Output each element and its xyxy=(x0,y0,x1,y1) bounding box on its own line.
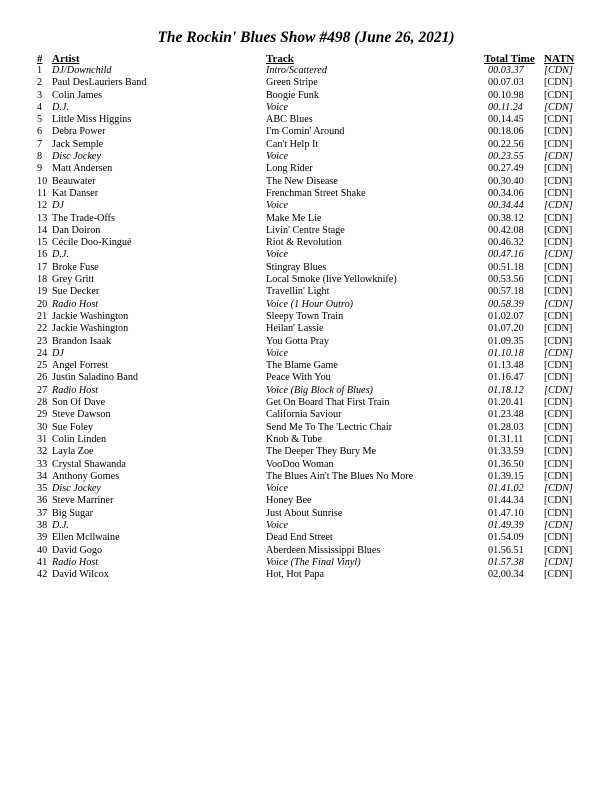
row-track: Make Me Lie xyxy=(266,212,322,224)
row-number: 34 xyxy=(37,470,48,482)
row-artist: Cécile Doo-Kingué xyxy=(52,237,132,249)
row-track: Voice xyxy=(266,200,289,212)
row-total-time: 00.34.06 xyxy=(488,187,524,199)
row-number: 26 xyxy=(37,372,48,384)
table-row xyxy=(0,299,612,311)
row-track: Get On Board That First Train xyxy=(266,397,390,409)
page-title: The Rockin' Blues Show #498 (June 26, 2021) xyxy=(157,29,455,46)
row-nationality: [CDN] xyxy=(544,200,573,212)
row-track: I'm Comin' Around xyxy=(266,126,345,138)
row-total-time: 01.28.03 xyxy=(488,421,524,433)
row-track: Intro/Scattered xyxy=(266,65,327,76)
row-number: 29 xyxy=(37,409,48,421)
row-number: 27 xyxy=(37,384,48,396)
row-nationality: [CDN] xyxy=(544,446,573,458)
table-row xyxy=(0,139,612,151)
row-track: Dead End Street xyxy=(266,532,333,544)
row-number: 21 xyxy=(37,310,48,322)
table-row xyxy=(0,471,612,483)
row-track: California Saviour xyxy=(266,409,342,421)
table-row xyxy=(0,483,612,495)
table-row xyxy=(0,114,612,126)
row-nationality: [CDN] xyxy=(544,138,573,150)
row-total-time: 01.31.11 xyxy=(488,433,524,445)
row-track: Frenchman Street Shake xyxy=(266,187,366,199)
row-nationality: [CDN] xyxy=(544,409,573,421)
row-track: The Deeper They Bury Me xyxy=(266,446,377,458)
row-nationality: [CDN] xyxy=(544,372,573,384)
row-number: 17 xyxy=(37,261,48,273)
table-row xyxy=(0,520,612,532)
row-artist: DJ/Downchild xyxy=(52,65,112,76)
row-nationality: [CDN] xyxy=(544,507,573,519)
row-track: Send Me To The 'Lectric Chair xyxy=(266,421,393,433)
table-row xyxy=(0,151,612,163)
row-artist: DJ xyxy=(52,200,64,212)
row-nationality: [CDN] xyxy=(544,77,573,89)
table-row xyxy=(0,274,612,286)
table-row xyxy=(0,237,612,249)
row-nationality: [CDN] xyxy=(544,532,573,544)
row-nationality: [CDN] xyxy=(544,310,573,322)
row-total-time: 00.22.56 xyxy=(488,138,524,150)
row-number: 5 xyxy=(37,114,43,126)
row-number: 40 xyxy=(37,544,48,556)
row-number: 32 xyxy=(37,446,48,458)
row-total-time: 00.18.06 xyxy=(488,126,524,138)
row-total-time: 01.57.38 xyxy=(488,556,524,568)
row-number: 14 xyxy=(37,224,48,236)
table-row xyxy=(0,200,612,212)
header-artist: Artist xyxy=(52,53,80,65)
row-artist: Justin Saladino Band xyxy=(52,372,139,384)
table-row xyxy=(0,176,612,188)
table-row xyxy=(0,446,612,458)
row-artist: Little Miss Higgins xyxy=(52,114,132,126)
row-number: 19 xyxy=(37,286,48,298)
row-track: The New Disease xyxy=(266,175,338,187)
table-row xyxy=(0,262,612,274)
table-row xyxy=(0,163,612,175)
table-row xyxy=(0,188,612,200)
row-number: 41 xyxy=(37,556,48,568)
table-row xyxy=(0,102,612,114)
row-nationality: [CDN] xyxy=(544,163,573,175)
row-number: 2 xyxy=(37,77,43,89)
row-track: Voice xyxy=(266,347,289,359)
row-artist: Paul DesLauriers Band xyxy=(52,77,147,89)
row-total-time: 00.51.18 xyxy=(488,261,524,273)
row-track: Voice xyxy=(266,519,289,531)
row-nationality: [CDN] xyxy=(544,114,573,126)
table-row xyxy=(0,311,612,323)
row-number: 23 xyxy=(37,335,48,347)
table-row xyxy=(0,323,612,335)
row-track: Sleepy Town Train xyxy=(266,310,344,322)
row-total-time: 00.38.12 xyxy=(488,212,524,224)
row-track: Voice xyxy=(266,249,289,261)
table-row xyxy=(0,459,612,471)
row-nationality: [CDN] xyxy=(544,175,573,187)
row-track: Voice xyxy=(266,101,289,113)
row-total-time: 00.27.49 xyxy=(488,163,524,175)
row-nationality: [CDN] xyxy=(544,286,573,298)
row-number: 25 xyxy=(37,360,48,372)
row-total-time: 00.10.98 xyxy=(488,89,524,101)
row-artist: Grey Gritt xyxy=(52,274,95,286)
row-total-time: 01.41.02 xyxy=(488,483,524,495)
row-number: 9 xyxy=(37,163,43,175)
row-track: Boogie Funk xyxy=(266,89,319,101)
row-number: 8 xyxy=(37,151,43,163)
row-track: Local Smoke (live Yellowknife) xyxy=(266,274,397,286)
row-artist: Matt Andersen xyxy=(52,163,113,175)
row-track: VooDoo Woman xyxy=(266,458,334,470)
row-artist: Colin James xyxy=(52,89,103,101)
row-artist: David Wilcox xyxy=(52,569,109,581)
row-number: 15 xyxy=(37,237,48,249)
row-nationality: [CDN] xyxy=(544,384,573,396)
row-total-time: 01.44.34 xyxy=(488,495,524,507)
row-nationality: [CDN] xyxy=(544,237,573,249)
row-number: 38 xyxy=(37,519,48,531)
row-track: Stingray Blues xyxy=(266,261,327,273)
row-number: 30 xyxy=(37,421,48,433)
row-total-time: 00.47.16 xyxy=(488,249,524,261)
row-artist: D.J. xyxy=(52,101,69,113)
row-number: 33 xyxy=(37,458,48,470)
row-nationality: [CDN] xyxy=(544,65,573,76)
row-track: The Blues Ain't The Blues No More xyxy=(266,470,414,482)
row-nationality: [CDN] xyxy=(544,298,573,310)
row-artist: Ellen Mcllwaine xyxy=(52,532,120,544)
row-artist: Anthony Gomes xyxy=(52,470,120,482)
row-artist: The Trade-Offs xyxy=(52,212,115,224)
row-artist: Disc Jockey xyxy=(52,151,101,163)
row-nationality: [CDN] xyxy=(544,323,573,335)
table-row xyxy=(0,360,612,372)
row-total-time: 00.30.40 xyxy=(488,175,524,187)
row-track: Voice (The Final Vinyl) xyxy=(266,556,361,568)
table-row xyxy=(0,348,612,360)
row-number: 31 xyxy=(37,433,48,445)
row-artist: Beauwater xyxy=(52,175,96,187)
table-row xyxy=(0,372,612,384)
row-number: 37 xyxy=(37,507,48,519)
header-total-time: Total Time xyxy=(484,53,535,65)
row-artist: Steve Dawson xyxy=(52,409,111,421)
table-row xyxy=(0,569,612,581)
row-track: ABC Blues xyxy=(266,114,313,126)
row-total-time: 01.16.47 xyxy=(488,372,524,384)
row-artist: Son Of Dave xyxy=(52,397,106,409)
row-artist: David Gogo xyxy=(52,544,103,556)
row-artist: Brandon Isaak xyxy=(52,335,112,347)
row-artist: Layla Zoe xyxy=(52,446,94,458)
row-track: Voice (Big Block of Blues) xyxy=(266,384,373,396)
row-total-time: 02.00.34 xyxy=(488,569,524,581)
table-row xyxy=(0,434,612,446)
row-total-time: 00.58.39 xyxy=(488,298,524,310)
row-artist: Steve Marriner xyxy=(52,495,114,507)
row-track: Peace With You xyxy=(266,372,331,384)
table-row xyxy=(0,545,612,557)
row-nationality: [CDN] xyxy=(544,89,573,101)
row-total-time: 01.23.48 xyxy=(488,409,524,421)
row-nationality: [CDN] xyxy=(544,470,573,482)
row-artist: Colin Linden xyxy=(52,433,107,445)
row-number: 6 xyxy=(37,126,43,138)
row-nationality: [CDN] xyxy=(544,151,573,163)
row-number: 12 xyxy=(37,200,48,212)
row-total-time: 01.56.51 xyxy=(488,544,524,556)
row-total-time: 01.47.10 xyxy=(488,507,524,519)
row-nationality: [CDN] xyxy=(544,483,573,495)
row-nationality: [CDN] xyxy=(544,360,573,372)
row-number: 28 xyxy=(37,397,48,409)
table-row xyxy=(0,77,612,89)
table-row xyxy=(0,532,612,544)
row-nationality: [CDN] xyxy=(544,458,573,470)
row-number: 13 xyxy=(37,212,48,224)
row-artist: Disc Jockey xyxy=(52,483,101,495)
row-total-time: 00.53.56 xyxy=(488,274,524,286)
row-track: Travellin' Light xyxy=(266,286,330,298)
table-row xyxy=(0,126,612,138)
row-artist: Jackie Washington xyxy=(52,310,129,322)
row-track: Honey Bee xyxy=(266,495,312,507)
row-nationality: [CDN] xyxy=(544,421,573,433)
row-track: Voice xyxy=(266,151,289,163)
row-number: 22 xyxy=(37,323,48,335)
playlist-table xyxy=(0,65,612,581)
row-nationality: [CDN] xyxy=(544,101,573,113)
row-nationality: [CDN] xyxy=(544,544,573,556)
row-total-time: 00.23.55 xyxy=(488,151,524,163)
row-track: You Gotta Pray xyxy=(266,335,329,347)
row-nationality: [CDN] xyxy=(544,261,573,273)
row-total-time: 01.02.07 xyxy=(488,310,524,322)
row-artist: Kat Danser xyxy=(52,187,99,199)
row-total-time: 00.46.32 xyxy=(488,237,524,249)
row-artist: Angel Forrest xyxy=(52,360,109,372)
row-number: 20 xyxy=(37,298,48,310)
row-track: Green Stripe xyxy=(266,77,318,89)
row-nationality: [CDN] xyxy=(544,519,573,531)
row-number: 1 xyxy=(37,65,43,76)
table-row xyxy=(0,397,612,409)
row-track: The Blame Game xyxy=(266,360,338,372)
header-number: # xyxy=(37,53,43,65)
row-number: 18 xyxy=(37,274,48,286)
row-total-time: 01.49.39 xyxy=(488,519,524,531)
row-artist: Radio Host xyxy=(52,384,99,396)
row-artist: Dan Doiron xyxy=(52,224,101,236)
row-nationality: [CDN] xyxy=(544,433,573,445)
row-number: 11 xyxy=(37,187,47,199)
table-row xyxy=(0,65,612,77)
table-row xyxy=(0,286,612,298)
row-track: Hot, Hot Papa xyxy=(266,569,325,581)
table-row xyxy=(0,213,612,225)
row-track: Knob & Tube xyxy=(266,433,323,445)
row-track: Can't Help It xyxy=(266,138,319,150)
row-number: 42 xyxy=(37,569,48,581)
table-row xyxy=(0,422,612,434)
row-track: Riot & Revolution xyxy=(266,237,342,249)
row-total-time: 00.34.44 xyxy=(488,200,524,212)
row-track: Just About Sunrise xyxy=(266,507,343,519)
row-number: 3 xyxy=(37,89,43,101)
table-row xyxy=(0,249,612,261)
row-total-time: 00.57.18 xyxy=(488,286,524,298)
row-total-time: 01.09.35 xyxy=(488,335,524,347)
row-total-time: 01.54.09 xyxy=(488,532,524,544)
row-artist: D.J. xyxy=(52,519,69,531)
row-nationality: [CDN] xyxy=(544,569,573,581)
row-nationality: [CDN] xyxy=(544,556,573,568)
row-track: Livin' Centre Stage xyxy=(266,224,345,236)
row-artist: Jack Semple xyxy=(52,138,104,150)
row-artist: Broke Fuse xyxy=(52,261,99,273)
row-artist: Sue Decker xyxy=(52,286,100,298)
row-total-time: 00.11.24 xyxy=(488,101,523,113)
row-total-time: 00.14.45 xyxy=(488,114,524,126)
row-artist: DJ xyxy=(52,347,64,359)
row-artist: Debra Power xyxy=(52,126,106,138)
row-total-time: 01.20.41 xyxy=(488,397,524,409)
row-number: 35 xyxy=(37,483,48,495)
row-number: 24 xyxy=(37,347,48,359)
row-track: Aberdeen Mississippi Blues xyxy=(266,544,381,556)
header-natn: NATN xyxy=(544,53,575,65)
table-row xyxy=(0,336,612,348)
row-number: 10 xyxy=(37,175,48,187)
header-track: Track xyxy=(266,53,294,65)
row-total-time: 01.39.15 xyxy=(488,470,524,482)
row-nationality: [CDN] xyxy=(544,224,573,236)
row-track: Long Rider xyxy=(266,163,313,175)
row-nationality: [CDN] xyxy=(544,274,573,286)
row-track: Voice (1 Hour Outro) xyxy=(266,298,354,310)
row-number: 7 xyxy=(37,138,43,150)
row-nationality: [CDN] xyxy=(544,335,573,347)
row-nationality: [CDN] xyxy=(544,397,573,409)
row-artist: Radio Host xyxy=(52,298,99,310)
table-row xyxy=(0,385,612,397)
row-total-time: 01.10.18 xyxy=(488,347,524,359)
row-number: 16 xyxy=(37,249,48,261)
row-total-time: 01.18.12 xyxy=(488,384,524,396)
row-total-time: 01.13.48 xyxy=(488,360,524,372)
row-total-time: 00.03.37 xyxy=(488,65,524,76)
row-artist: Big Sugar xyxy=(52,507,94,519)
row-total-time: 01.33.59 xyxy=(488,446,524,458)
row-total-time: 01.36.50 xyxy=(488,458,524,470)
row-track: Heilan' Lassie xyxy=(266,323,324,335)
row-nationality: [CDN] xyxy=(544,249,573,261)
row-track: Voice xyxy=(266,483,289,495)
row-nationality: [CDN] xyxy=(544,347,573,359)
row-number: 39 xyxy=(37,532,48,544)
row-artist: Crystal Shawanda xyxy=(52,458,126,470)
row-artist: Sue Foley xyxy=(52,421,94,433)
row-number: 36 xyxy=(37,495,48,507)
table-row xyxy=(0,508,612,520)
row-total-time: 01.07.20 xyxy=(488,323,524,335)
row-nationality: [CDN] xyxy=(544,495,573,507)
row-artist: D.J. xyxy=(52,249,69,261)
table-row xyxy=(0,557,612,569)
table-row xyxy=(0,225,612,237)
row-total-time: 00.07.03 xyxy=(488,77,524,89)
table-row xyxy=(0,90,612,102)
row-artist: Radio Host xyxy=(52,556,99,568)
row-total-time: 00.42.08 xyxy=(488,224,524,236)
table-row xyxy=(0,409,612,421)
row-nationality: [CDN] xyxy=(544,187,573,199)
row-artist: Jackie Washington xyxy=(52,323,129,335)
row-number: 4 xyxy=(37,101,43,113)
row-nationality: [CDN] xyxy=(544,212,573,224)
row-nationality: [CDN] xyxy=(544,126,573,138)
table-row xyxy=(0,495,612,507)
